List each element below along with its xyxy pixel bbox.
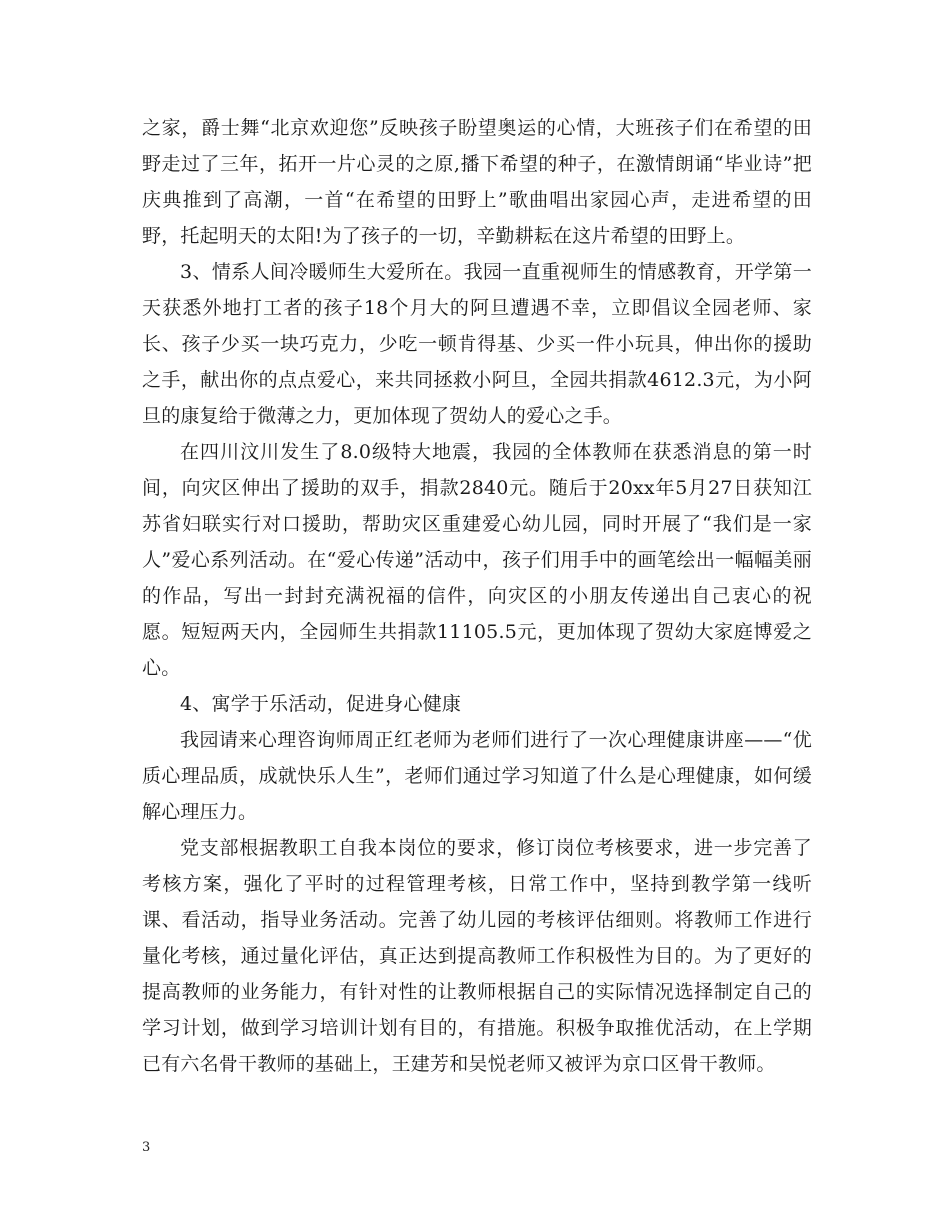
paragraph-psychology-lecture: 我园请来心理咨询师周正红老师为老师们进行了一次心理健康讲座——“优质心理品质，成就快乐人生”，老师们通过学习知道了什么是心理健康，如何缓解心理压力。 [142, 729, 812, 823]
paragraph-continuation: 之家，爵士舞“北京欢迎您”反映孩子盼望奥运的心情，大班孩子们在希望的田野走过了三年，拓开一片心灵的之原,播下希望的种子，在激情朗诵“毕业诗”把庆典推到了高潮，一首“在希望的田野上”歌曲唱出家园心声，走进希望的田野，托起明天的太阳!为了孩子的一切，辛勤耕耘在这片希望的田野上。 [142, 117, 812, 247]
page-number: 3 [142, 1140, 151, 1155]
document-body [142, 110, 812, 1082]
section-heading-4: 4、寓学于乐活动，促进身心健康 [180, 693, 462, 715]
paragraph-assessment: 党支部根据教职工自我本岗位的要求，修订岗位考核要求，进一步完善了考核方案，强化了平时的过程管理考核，日常工作中，坚持到教学第一线听课、看活动，指导业务活动。完善了幼儿园的考核评估细则。将教师工作进行量化考核，通过量化评估，真正达到提高教师工作积极性为目的。为了更好的提高教师的业务能力，有针对性的让教师根据自己的实际情况选择制定自己的学习计划，做到学习培训计划有目的，有措施。积极争取推优活动，在上学期已有六名骨干教师的基础上，王建芳和吴悦老师又被评为京口区骨干教师。 [142, 837, 812, 1075]
paragraph-section-3: 3、情系人间冷暖师生大爱所在。我园一直重视师生的情感教育，开学第一天获悉外地打工者的孩子18个月大的阿旦遭遇不幸，立即倡议全园老师、家长、孩子少买一块巧克力，少吃一顿肯得基、少买一件小玩具，伸出你的援助之手，献出你的点点爱心，来共同拯救小阿旦，全园共捐款4612.3元，为小阿旦的康复给于微薄之力，更加体现了贺幼人的爱心之手。 [142, 261, 812, 427]
paragraph-earthquake-donation: 在四川汶川发生了8.0级特大地震，我园的全体教师在获悉消息的第一时间，向灾区伸出了援助的双手，捐款2840元。随后于20xx年5月27日获知江苏省妇联实行对口援助，帮助灾区重建爱心幼儿园，同时开展了“我们是一家人”爱心系列活动。在“爱心传递”活动中，孩子们用手中的画笔绘出一幅幅美丽的作品，写出一封封充满祝福的信件，向灾区的小朋友传递出自己衷心的祝愿。短短两天内，全园师生共捐款11105.5元，更加体现了贺幼大家庭博爱之心。 [142, 441, 812, 679]
